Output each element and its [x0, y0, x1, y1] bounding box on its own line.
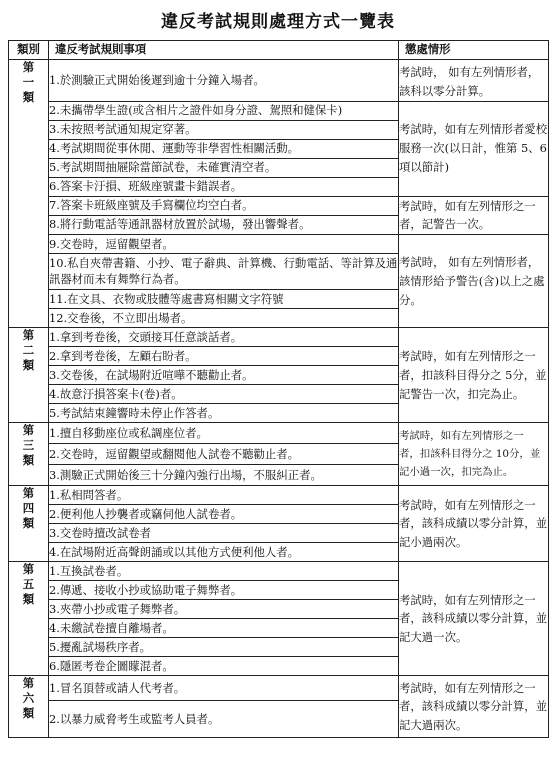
header-rule: 違反考試規則事項: [49, 41, 399, 60]
rule-item: 9.交卷時，逗留觀望者。: [49, 235, 399, 254]
rule-item: 7.答案卡班級座號及手寫欄位均空白者。: [49, 196, 399, 215]
rule-item: 3.測驗正式開始後三十分鐘內強行出場，不服糾正者。: [49, 465, 399, 486]
rule-item: 3.交卷後，在試場附近喧嘩不聽勸止者。: [49, 366, 399, 385]
rule-item: 1.冒名頂替或請人代考者。: [49, 676, 399, 701]
penalty-cell: 考試時，如有左列情形之一者，該科成績以零分計算，並記小過兩次。: [399, 486, 549, 562]
table-row: [9, 328, 549, 347]
category-5-label: 第 五 類: [9, 562, 49, 676]
rule-item: 1.擅自移動座位或私調座位者。: [49, 423, 399, 444]
rule-item: 11.在文具、衣物或肢體等處書寫相關文字符號: [49, 290, 399, 309]
penalty-cell: 考試時，如有左列情形之一者，記警告一次。: [399, 196, 549, 235]
penalty-cell: 考試時，如有左列情形者愛校服務一次(以日計，惟第 5、6 項以節計): [399, 101, 549, 196]
page-title: 違反考試規則處理方式一覽表: [161, 12, 395, 32]
table-row: [9, 235, 549, 254]
rule-item: 2.未攜帶學生證(或含相片之證件如身分證、駕照和健保卡): [49, 101, 399, 120]
rule-item: 12.交卷後，不立即出場者。: [49, 309, 399, 328]
table-row: [9, 101, 549, 120]
table-row: [9, 562, 549, 581]
penalty-cell: 考試時， 如有左列情形者，該科以零分計算。: [399, 60, 549, 102]
rule-item: 2.以暴力威脅考生或監考人員者。: [49, 701, 399, 738]
rule-item: 5.考試期間抽屜除當節試卷，未確實清空者。: [49, 158, 399, 177]
header-category: 類別: [9, 41, 49, 60]
rule-item: 6.隱匿考卷企圖矇混者。: [49, 657, 399, 676]
rule-item: 4.在試場附近高聲朗誦或以其他方式便利他人者。: [49, 543, 399, 562]
rule-item: 1.於測驗正式開始後遲到逾十分鐘入場者。: [49, 60, 399, 102]
penalty-cell: 考試時，如有左列情形之一者，扣該科目得分之 5分，並記警告一次，扣完為止。: [399, 328, 549, 423]
table-row: [9, 676, 549, 701]
category-3-label: 第 三 類: [9, 423, 49, 486]
rule-item: 1.互換試卷者。: [49, 562, 399, 581]
rule-item: 4.考試期間從事休閒、運動等非學習性相關活動。: [49, 139, 399, 158]
penalty-cell: 考試時，如有左列情形之一者，該科成績以零分計算，並記大過兩次。: [399, 676, 549, 738]
table-row: [9, 423, 549, 444]
table-row: [9, 60, 549, 102]
rule-item: 3.夾帶小抄或電子舞弊者。: [49, 600, 399, 619]
rule-item: 4.未繳試卷擅自離場者。: [49, 619, 399, 638]
penalty-cell: 考試時，如有左列情形之一者，扣該科目得分之 10分，並記小過一次，扣完為止。: [399, 423, 549, 486]
rule-item: 6.答案卡汙損、班級座號畫卡錯誤者。: [49, 177, 399, 196]
rules-table: [8, 40, 549, 738]
rule-item: 4.故意汙損答案卡(卷)者。: [49, 385, 399, 404]
rule-item: 3.交卷時擅改試卷者: [49, 524, 399, 543]
penalty-cell: 考試時， 如有左列情形者，該情形給予警告(含)以上之處分。: [399, 235, 549, 328]
rule-item: 2.傳遞、接收小抄或協助電子舞弊者。: [49, 581, 399, 600]
rule-item: 5.考試結束鐘響時未停止作答者。: [49, 404, 399, 423]
rule-item: 5.擾亂試場秩序者。: [49, 638, 399, 657]
rule-item: 8.將行動電話等通訊器材放置於試場，發出響聲者。: [49, 215, 399, 234]
rule-item: 1.私相問答者。: [49, 486, 399, 505]
category-2-label: 第 二 類: [9, 328, 49, 423]
category-4-label: 第 四 類: [9, 486, 49, 562]
rule-item: 3.未按照考試通知規定穿著。: [49, 120, 399, 139]
header-penalty: 懲處情形: [399, 41, 549, 60]
penalty-cell: 考試時，如有左列情形之一者，該科成績以零分計算，並記大過一次。: [399, 562, 549, 676]
rule-item: 2.交卷時，逗留觀望或翻閱他人試卷不聽勸止者。: [49, 444, 399, 465]
rule-item: 2.拿到考卷後，左顧右盼者。: [49, 347, 399, 366]
category-1-label: 第 一 類: [9, 60, 49, 328]
table-row: [9, 196, 549, 215]
header-row: [9, 41, 549, 60]
category-6-label: 第 六 類: [9, 676, 49, 738]
rule-item: 2.便利他人抄襲者或竊伺他人試卷者。: [49, 505, 399, 524]
rule-item: 10.私自夾帶書籍、小抄、電子辭典、計算機、行動電話、等計算及通訊器材而未有舞弊行為者。: [49, 254, 399, 290]
table-row: [9, 486, 549, 505]
rule-item: 1.拿到考卷後，交頭接耳任意談話者。: [49, 328, 399, 347]
